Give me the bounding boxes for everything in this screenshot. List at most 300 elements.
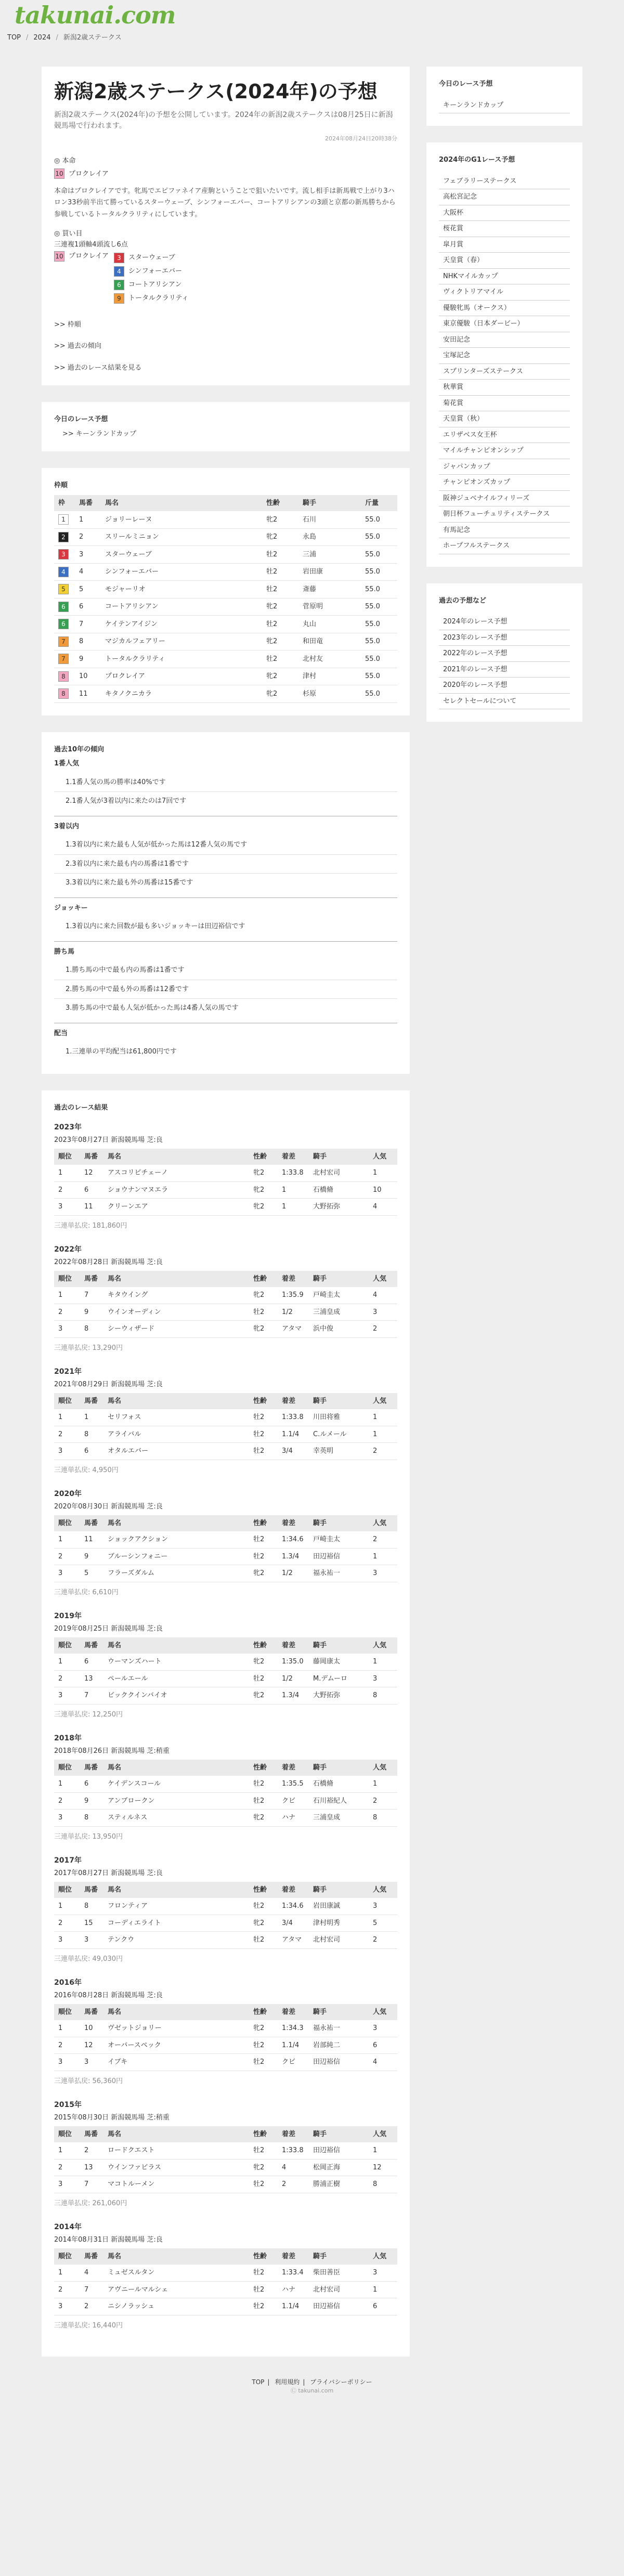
payout: 三連単払戻: 13,950円 — [54, 1832, 123, 1841]
result-cell: 12 — [369, 2159, 397, 2176]
result-header: 馬番 — [80, 1760, 103, 1776]
result-cell: 1:34.6 — [278, 1898, 309, 1915]
result-header: 騎手 — [309, 2004, 369, 2021]
frame-badge: 1 — [58, 514, 69, 525]
race-info: 2018年08月26日 新潟競馬場 芝:稍重 — [54, 1747, 170, 1755]
result-cell: 4 — [369, 2054, 397, 2071]
trend-item: 1.3着以内に来た回数が最も多いジョッキーは田辺裕信です — [66, 922, 245, 931]
sidebar-link[interactable]: NHKマイルカップ — [439, 269, 570, 285]
result-header: 馬番 — [80, 1393, 103, 1410]
site-header — [0, 0, 624, 30]
result-header: 性齢 — [249, 1393, 278, 1410]
kaime-item: 4 シンフォーエバー — [114, 265, 188, 278]
trend-item: 3.3着以内に来た最も外の馬番は15番です — [66, 879, 193, 887]
entry-cell: コートアリシアン — [101, 598, 262, 616]
result-cell: 1/2 — [278, 1565, 309, 1582]
sidebar-link[interactable]: 桜花賞 — [439, 221, 570, 237]
result-cell: 2 — [54, 2037, 80, 2054]
result-row — [54, 1531, 397, 1548]
page-title: 新潟2歳ステークス(2024年)の予想 — [54, 80, 378, 103]
result-cell: 2 — [369, 1321, 397, 1338]
result-cell: 1/2 — [278, 1304, 309, 1321]
breadcrumb-top[interactable]: TOP — [7, 34, 21, 42]
entry-cell: 55.0 — [361, 598, 397, 616]
sidebar-link[interactable]: 高松宮記念 — [439, 189, 570, 205]
sidebar-link[interactable]: 菊花賞 — [439, 396, 570, 412]
result-header: 馬番 — [80, 1149, 103, 1165]
footer-privacy[interactable]: プライバシーポリシー — [310, 2378, 372, 2386]
result-row — [54, 1932, 397, 1949]
result-cell: ペールエール — [103, 1670, 249, 1687]
entry-cell: モジャーリオ — [101, 581, 262, 599]
result-cell: 3 — [54, 2298, 80, 2315]
result-header: 馬名 — [103, 1149, 249, 1165]
result-cell: アライバル — [103, 1426, 249, 1443]
result-cell: 牝2 — [249, 1165, 278, 1181]
result-cell: 1.1/4 — [278, 2037, 309, 2054]
entry-cell: 4 — [75, 563, 101, 581]
sidebar-link[interactable]: エリザベス女王杯 — [439, 427, 570, 444]
result-header: 順位 — [54, 1515, 80, 1532]
result-header: 騎手 — [309, 1882, 369, 1898]
result-cell: 4 — [369, 1199, 397, 1216]
main-content — [42, 67, 410, 2373]
result-cell: 8 — [80, 1321, 103, 1338]
sidebar-link[interactable]: 2021年のレース予想 — [439, 662, 570, 678]
result-cell: 8 — [369, 2176, 397, 2193]
sidebar-link[interactable]: フェブラリーステークス — [439, 174, 570, 190]
entry-cell: プロクレイア — [101, 668, 262, 685]
result-table — [54, 1882, 397, 1949]
result-cell: 3 — [54, 1443, 80, 1460]
frame-badge: 3 — [58, 549, 69, 560]
trend-heading: 3着以内 — [54, 822, 80, 830]
entry-cell: 10 — [75, 668, 101, 685]
breadcrumb-current: 新潟2歳ステークス — [63, 34, 122, 42]
result-cell: 3 — [54, 1932, 80, 1949]
result-header: 馬番 — [80, 1271, 103, 1287]
result-header: 着差 — [278, 1882, 309, 1898]
kaime-item: 3 スターウェーブ — [114, 251, 188, 265]
result-header: 着差 — [278, 2126, 309, 2143]
result-cell: 牝2 — [249, 1287, 278, 1304]
result-cell: 1 — [54, 1165, 80, 1181]
entries-title: 枠順 — [54, 482, 68, 490]
entry-cell — [54, 616, 75, 633]
result-cell: 1 — [369, 1654, 397, 1670]
result-header: 着差 — [278, 1271, 309, 1287]
result-cell: 4 — [278, 2159, 309, 2176]
sidebar-link[interactable]: スプリンターズステークス — [439, 364, 570, 380]
entry-cell: マジカルフェアリー — [101, 633, 262, 650]
result-cell: 2 — [54, 1548, 80, 1565]
result-cell: オタルエバー — [103, 1443, 249, 1460]
entry-cell: スターウェーブ — [101, 546, 262, 564]
frame-badge: 6 — [58, 602, 69, 612]
result-header: 騎手 — [309, 1760, 369, 1776]
result-header: 人気 — [369, 1271, 397, 1287]
result-cell: 牡2 — [249, 2298, 278, 2315]
result-cell: 3 — [369, 2265, 397, 2281]
entry-cell: 2 — [75, 528, 101, 546]
entry-cell: スリールミニョン — [101, 528, 262, 546]
entry-row — [54, 528, 397, 546]
today-link[interactable]: >> キーンランドカップ — [62, 430, 137, 438]
result-cell: 6 — [80, 1443, 103, 1460]
entry-row — [54, 685, 397, 703]
result-header: 騎手 — [309, 2248, 369, 2265]
results-card — [42, 1090, 410, 2357]
result-cell: 9 — [80, 1304, 103, 1321]
result-cell: オーバースペック — [103, 2037, 249, 2054]
result-cell: 牡2 — [249, 1548, 278, 1565]
result-cell: 3 — [54, 1687, 80, 1705]
result-row — [54, 1565, 397, 1582]
trend-item: 2.勝ち馬の中で最も外の馬番は12番です — [54, 980, 397, 999]
result-cell: 浜中俊 — [309, 1321, 369, 1338]
result-cell: ヴゼットジョリー — [103, 2020, 249, 2037]
result-cell: 10 — [80, 2020, 103, 2037]
result-cell: 2 — [54, 1915, 80, 1932]
result-cell: 牡2 — [249, 1898, 278, 1915]
link-trend[interactable]: >> 過去の傾向 — [54, 342, 101, 350]
result-cell: スティルネス — [103, 1810, 249, 1827]
result-cell: 川田将雅 — [309, 1409, 369, 1426]
result-header: 人気 — [369, 1515, 397, 1532]
result-cell: 1 — [369, 1409, 397, 1426]
today-card — [42, 402, 410, 451]
result-cell: 岩田康誠 — [309, 1898, 369, 1915]
sidebar-link[interactable]: マイルチャンピオンシップ — [439, 443, 570, 459]
sidebar-link[interactable]: 朝日杯フューチュリティステークス — [439, 506, 570, 523]
prediction-card — [42, 67, 410, 385]
result-cell: 勝浦正樹 — [309, 2176, 369, 2193]
result-cell: 6 — [80, 1654, 103, 1670]
result-cell: ショックアクション — [103, 1531, 249, 1548]
entry-cell: 牝2 — [262, 668, 298, 685]
footer-top[interactable]: TOP — [252, 2378, 265, 2386]
result-cell: 1 — [54, 2020, 80, 2037]
result-cell: 三浦皇成 — [309, 1810, 369, 1827]
sidebar-link[interactable]: 東京優駿（日本ダービー） — [439, 316, 570, 332]
result-row — [54, 2298, 397, 2315]
result-cell: 牡2 — [249, 1304, 278, 1321]
result-cell: ハナ — [278, 1810, 309, 1827]
sidebar-link[interactable]: 2020年のレース予想 — [439, 678, 570, 694]
divider — [54, 941, 397, 942]
result-cell: 柴田善臣 — [309, 2265, 369, 2281]
result-cell: 牝2 — [249, 2020, 278, 2037]
result-row — [54, 1548, 397, 1565]
result-cell: 牡2 — [249, 1426, 278, 1443]
result-header: 人気 — [369, 1149, 397, 1165]
entry-row — [54, 511, 397, 528]
entry-cell: 岩田康 — [298, 563, 361, 581]
entry-cell: 永島 — [298, 528, 361, 546]
result-cell: 北村宏司 — [309, 1165, 369, 1181]
sidebar-link[interactable]: 有馬記念 — [439, 523, 570, 539]
link-results[interactable]: >> 過去のレース結果を見る — [54, 363, 142, 372]
race-info: 2016年08月28日 新潟競馬場 芝:良 — [54, 1992, 163, 2000]
payout: 三連単払戻: 16,440円 — [54, 2321, 123, 2330]
sidebar-link[interactable]: 安田記念 — [439, 332, 570, 348]
result-cell: ハナ — [278, 2281, 309, 2298]
breadcrumb-year[interactable]: 2024 — [33, 34, 51, 42]
article-links — [54, 320, 397, 373]
sidebar-link[interactable]: 阪神ジュベナイルフィリーズ — [439, 491, 570, 507]
divider — [54, 897, 397, 898]
result-cell: 牡2 — [249, 1531, 278, 1548]
result-header: 着差 — [278, 2004, 309, 2021]
result-cell: 1 — [54, 1287, 80, 1304]
result-header: 人気 — [369, 1760, 397, 1776]
result-cell: 牡2 — [249, 2176, 278, 2193]
result-header: 着差 — [278, 2248, 309, 2265]
sidebar-link[interactable]: ジャパンカップ — [439, 459, 570, 475]
result-row — [54, 2265, 397, 2281]
side-today-title: 今日のレース予想 — [439, 80, 493, 88]
result-header: 性齢 — [249, 1515, 278, 1532]
trend-heading: 1番人気 — [54, 760, 80, 768]
result-cell: 9 — [80, 1792, 103, 1810]
sidebar-link[interactable]: ホープフルステークス — [439, 538, 570, 554]
result-header: 馬名 — [103, 1515, 249, 1532]
result-row — [54, 1426, 397, 1443]
result-cell: 牡2 — [249, 2037, 278, 2054]
result-year: 2018年 — [54, 1734, 82, 1743]
race-info: 2019年08月25日 新潟競馬場 芝:良 — [54, 1625, 163, 1633]
result-cell: 石川裕紀人 — [309, 1792, 369, 1810]
entry-cell: 55.0 — [361, 546, 397, 564]
entry-cell: 津村 — [298, 668, 361, 685]
result-cell: 1:34.6 — [278, 1531, 309, 1548]
link-entries[interactable]: >> 枠順 — [54, 320, 81, 329]
result-header: 騎手 — [309, 2126, 369, 2143]
sidebar-link[interactable]: 天皇賞（春） — [439, 253, 570, 269]
sidebar-link[interactable]: 秋華賞 — [439, 380, 570, 396]
result-row — [54, 1792, 397, 1810]
result-cell: 牝2 — [249, 1321, 278, 1338]
result-cell: 三浦皇成 — [309, 1304, 369, 1321]
sidebar-link[interactable]: 大阪杯 — [439, 205, 570, 222]
result-cell: 3 — [54, 2176, 80, 2193]
sidebar-link[interactable]: 2023年のレース予想 — [439, 630, 570, 646]
result-cell: 3/4 — [278, 1915, 309, 1932]
result-cell: 2 — [54, 2281, 80, 2298]
result-cell: 牡2 — [249, 1776, 278, 1792]
result-cell: 2 — [80, 2142, 103, 2159]
result-cell: 北村宏司 — [309, 1932, 369, 1949]
result-cell: 5 — [80, 1565, 103, 1582]
result-cell: 11 — [80, 1531, 103, 1548]
result-cell: 3 — [54, 1565, 80, 1582]
result-cell: フラーズダルム — [103, 1565, 249, 1582]
entry-cell: 石川 — [298, 511, 361, 528]
result-header: 着差 — [278, 1760, 309, 1776]
result-row — [54, 2176, 397, 2193]
result-cell: 1 — [80, 1409, 103, 1426]
result-cell: テンクウ — [103, 1932, 249, 1949]
entry-cell: 55.0 — [361, 511, 397, 528]
sidebar — [426, 67, 582, 738]
result-cell: 大野拓弥 — [309, 1687, 369, 1705]
side-today — [426, 67, 582, 126]
horse-number-badge: 10 — [54, 251, 64, 262]
footer-terms[interactable]: 利用規約 — [275, 2378, 300, 2386]
result-cell: 1 — [369, 2281, 397, 2298]
result-cell: 13 — [80, 2159, 103, 2176]
result-cell: 牝2 — [249, 2159, 278, 2176]
result-row — [54, 2020, 397, 2037]
result-cell: 2 — [54, 2159, 80, 2176]
entry-cell — [54, 546, 75, 564]
sidebar-link[interactable]: セレクトセールについて — [439, 694, 570, 710]
result-year: 2017年 — [54, 1856, 82, 1865]
sidebar-link[interactable]: 2022年のレース予想 — [439, 646, 570, 662]
result-cell: ケイデンスコール — [103, 1776, 249, 1792]
result-header: 性齢 — [249, 2248, 278, 2265]
result-cell: 6 — [369, 2037, 397, 2054]
result-cell: ビッククインバイオ — [103, 1687, 249, 1705]
result-year: 2022年 — [54, 1245, 82, 1254]
result-header: 馬番 — [80, 2248, 103, 2265]
race-info: 2014年08月31日 新潟競馬場 芝:良 — [54, 2236, 163, 2244]
result-table — [54, 1637, 397, 1705]
result-header: 順位 — [54, 2126, 80, 2143]
result-cell: 1 — [54, 2142, 80, 2159]
entry-cell: シンフォーエバー — [101, 563, 262, 581]
honmei-label: ◎ 本命 — [54, 157, 76, 165]
frame-badge: 8 — [58, 688, 69, 699]
entry-row — [54, 668, 397, 685]
entry-cell: 北村友 — [298, 650, 361, 668]
result-header: 性齢 — [249, 1149, 278, 1165]
result-year: 2020年 — [54, 1490, 82, 1499]
result-cell: 1 — [369, 1548, 397, 1565]
entry-cell — [54, 528, 75, 546]
entry-cell: ケイテンアイジン — [101, 616, 262, 633]
result-header: 馬名 — [103, 2004, 249, 2021]
result-cell: 7 — [80, 2281, 103, 2298]
payout: 三連単払戻: 261,060円 — [54, 2199, 127, 2207]
result-header: 馬番 — [80, 1882, 103, 1898]
result-row — [54, 1199, 397, 1216]
result-cell: 8 — [369, 1810, 397, 1827]
result-cell: 2 — [369, 1531, 397, 1548]
sidebar-link[interactable]: 皐月賞 — [439, 237, 570, 253]
result-cell: 12 — [80, 2037, 103, 2054]
result-cell: 牡2 — [249, 1670, 278, 1687]
frame-badge: 2 — [58, 532, 69, 542]
breadcrumb: TOP / 2024 / 新潟2歳ステークス — [0, 30, 624, 46]
result-cell: 1:35.0 — [278, 1654, 309, 1670]
side-g1-title: 2024年のG1レース予想 — [439, 156, 515, 164]
result-cell: 11 — [80, 1199, 103, 1216]
entry-cell — [54, 685, 75, 703]
result-cell: 牡2 — [249, 2142, 278, 2159]
entry-cell: 牡2 — [262, 650, 298, 668]
payout: 三連単払戻: 56,360円 — [54, 2077, 123, 2085]
result-row — [54, 1898, 397, 1915]
entry-cell: 3 — [75, 546, 101, 564]
result-cell: キタウイング — [103, 1287, 249, 1304]
result-cell: アタマ — [278, 1321, 309, 1338]
result-header: 騎手 — [309, 1271, 369, 1287]
result-cell: 8 — [80, 1426, 103, 1443]
payout: 三連単払戻: 49,030円 — [54, 1955, 123, 1963]
result-cell: 1 — [278, 1181, 309, 1199]
result-cell: 13 — [80, 1670, 103, 1687]
result-cell: ウーマンズハート — [103, 1654, 249, 1670]
lead-text: 新潟2歳ステークス(2024年)の予想を公開しています。2024年の新潟2歳ステークスは08月25日に新潟競馬場で行われます。 — [54, 111, 393, 131]
result-header: 人気 — [369, 1393, 397, 1410]
sidebar-link[interactable]: 2024年のレース予想 — [439, 614, 570, 630]
result-cell: ウインオーディン — [103, 1304, 249, 1321]
result-table — [54, 1515, 397, 1582]
sidebar-link[interactable]: 宝塚記念 — [439, 348, 570, 364]
result-cell: 2 — [369, 1932, 397, 1949]
result-header: 順位 — [54, 1271, 80, 1287]
sidebar-link[interactable]: キーンランドカップ — [439, 98, 570, 114]
entry-cell: 55.0 — [361, 581, 397, 599]
result-header: 順位 — [54, 2248, 80, 2265]
honmei-horse — [54, 167, 397, 180]
result-cell: 1/2 — [278, 1670, 309, 1687]
result-header: 馬名 — [103, 1393, 249, 1410]
result-cell: 藤岡康太 — [309, 1654, 369, 1670]
result-row — [54, 1776, 397, 1792]
result-cell: 3/4 — [278, 1443, 309, 1460]
result-header: 騎手 — [309, 1515, 369, 1532]
sidebar-link[interactable]: チャンピオンズカップ — [439, 475, 570, 491]
result-table — [54, 2248, 397, 2315]
results-title: 過去のレース結果 — [54, 1103, 108, 1112]
kaime-item: 9 トータルクラリティ — [114, 292, 188, 305]
sidebar-link[interactable]: 天皇賞（秋） — [439, 411, 570, 427]
entry-cell — [54, 633, 75, 650]
result-header: 性齢 — [249, 1882, 278, 1898]
sidebar-link[interactable]: 優駿牝馬（オークス） — [439, 301, 570, 317]
result-year: 2014年 — [54, 2223, 82, 2232]
result-cell: 1 — [54, 2265, 80, 2281]
copyright: Ⓒ takunai.com — [290, 2387, 334, 2395]
frame-badge: 5 — [58, 584, 69, 594]
result-cell: 1:34.3 — [278, 2020, 309, 2037]
result-table — [54, 2004, 397, 2071]
trend-heading: 配当 — [54, 1029, 68, 1037]
entry-cell: 杉原 — [298, 685, 361, 703]
entry-cell: 8 — [75, 633, 101, 650]
result-header: 馬番 — [80, 2126, 103, 2143]
result-cell: マコトルーメン — [103, 2176, 249, 2193]
site-logo[interactable]: takunai.com — [15, 1, 176, 29]
result-cell: 3 — [369, 1670, 397, 1687]
result-cell: ロードクエスト — [103, 2142, 249, 2159]
result-cell: 3 — [80, 2054, 103, 2071]
entry-cell: 9 — [75, 650, 101, 668]
sidebar-link[interactable]: ヴィクトリアマイル — [439, 284, 570, 301]
entry-cell: 55.0 — [361, 633, 397, 650]
result-cell: 9 — [80, 1548, 103, 1565]
today-title: 今日のレース予想 — [54, 415, 108, 424]
trend-item: 2.1番人気が3着以内に来たのは7回です — [66, 797, 187, 805]
result-cell: 2 — [54, 1304, 80, 1321]
result-row — [54, 2054, 397, 2071]
race-info: 2021年08月29日 新潟競馬場 芝:良 — [54, 1381, 163, 1389]
result-header: 人気 — [369, 2126, 397, 2143]
entry-cell: 55.0 — [361, 685, 397, 703]
trend-title: 過去10年の傾向 — [54, 745, 105, 753]
